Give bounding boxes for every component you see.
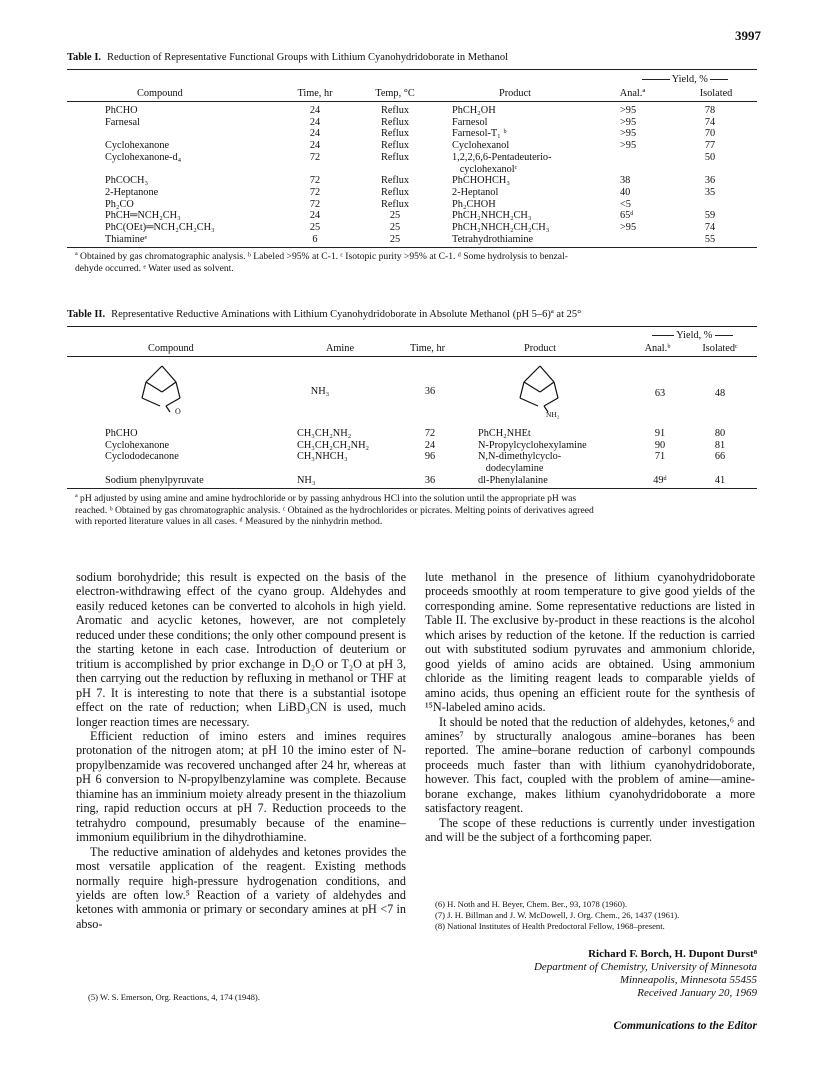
table2-cell-product: N-Propylcyclohexylamine <box>478 439 587 451</box>
table1-footnote-line: ª Obtained by gas chromatographic analysis. ᵇ Labeled >95% at C-1. ᶜ Isotopic purity >95% at C-1. ᵈ Some hydrolysis to benzal- <box>75 251 568 262</box>
table1-cell-time: 24 <box>309 105 321 116</box>
table2-cell-time: 96 <box>424 451 436 463</box>
table1-cell-product: 1,2,2,6,6-Pentadeuterio- <box>452 151 552 163</box>
table2-cell-anal: 49ᵈ <box>653 474 667 486</box>
section-footer: Communications to the Editor <box>613 1020 757 1032</box>
table1-cell-compound: PhC(OEt)═NCH₂CH₂CH₃ <box>105 222 215 233</box>
table1-bottom-rule <box>67 247 757 248</box>
table1-cell-compound: Farnesal <box>105 116 140 128</box>
table2-cell-compound: Cyclododecanone <box>105 451 179 463</box>
table1-cell-anal: <5 <box>620 198 631 210</box>
table1-cell-time: 24 <box>309 128 321 140</box>
table2-cell-anal: 91 <box>654 428 666 439</box>
table1-header-time: Time, hr <box>297 88 333 99</box>
table1-cell-anal: 38 <box>620 175 631 187</box>
table2-header-isolated: Isolatedᶜ <box>702 343 738 354</box>
body-paragraph: The reductive amination of aldehydes and ketones provides the most versatile application of the reagent. Existing methods normally require high-pressure hydrogenation conditions, and yields are often low.⁵ Reaction of a variety of aldehydes and ketones with ammonia or primary or secondary amines at pH <7 in abso- <box>76 844 406 931</box>
table1-cell-product: Farnesol-T₁ ᵇ <box>452 128 507 140</box>
table1-cell-temp: Reflux <box>380 198 410 210</box>
table1-cell-product: Tetrahydrothiamine <box>452 233 534 245</box>
table1-cell-anal: >95 <box>620 222 637 233</box>
table1-caption-text: Reduction of Representative Functional Groups with Lithium Cyanohydridoborate in Methanol <box>107 52 509 63</box>
table2-cell-amine: CH₃NHCH₃ <box>297 451 348 463</box>
table2-structure-amine: NH₃ <box>310 386 330 397</box>
table1-cell-isolated: 59 <box>704 210 716 222</box>
table2-header-time: Time, hr <box>409 343 446 354</box>
table1-cell-temp: Reflux <box>380 140 410 152</box>
reference-6: (6) H. Noth and H. Beyer, Chem. Ber., 93, 1078 (1960). <box>435 899 628 909</box>
table2-header-compound: Compound <box>148 343 194 354</box>
table1-cell-compound: PhCOCH₃ <box>105 175 149 187</box>
table2-cell-anal: 90 <box>654 439 666 451</box>
table1-cell-temp: Reflux <box>380 151 410 163</box>
table2-caption-text: Representative Reductive Aminations with Lithium Cyanohydridoborate in Absolute Methanol (pH 5–6)ª at 25° <box>111 309 582 320</box>
table2-cell-product: N,N-dimethylcyclo- <box>478 451 562 463</box>
table1-cell-temp: 25 <box>389 233 401 245</box>
table1-cell-product: cyclohexanolᶜ <box>452 163 518 175</box>
table2-structure-isolated: 48 <box>714 388 726 399</box>
amine-nh2-label: NH₂ <box>546 410 560 419</box>
table1-cell-anal: >95 <box>620 140 637 152</box>
table1-cell-compound: PhCHO <box>105 105 138 116</box>
table1-cell-compound: 2-Heptanone <box>105 186 159 198</box>
table2-cell-time: 24 <box>424 439 436 451</box>
table1-cell-time: 25 <box>309 222 321 233</box>
table1-cell-product: Ph₂CHOH <box>452 198 496 210</box>
table1-cell-product: PhCH₂NHCH₂CH₂CH₃ <box>452 222 550 233</box>
table2-top-rule <box>67 326 757 327</box>
table2-cell-anal: 71 <box>654 451 666 463</box>
table1-header-compound: Compound <box>137 88 183 99</box>
department: Department of Chemistry, University of Minnesota <box>533 961 757 973</box>
table2-structure-anal: 63 <box>654 388 666 399</box>
table1-cell-isolated: 50 <box>704 151 716 163</box>
table2-header-product: Product <box>523 343 557 354</box>
body-paragraph: The scope of these reductions is currently under investigation and will be the subject of a forthcoming paper. <box>425 815 755 845</box>
table1-label: Table I. <box>67 52 102 63</box>
reference-7: (7) J. H. Billman and J. W. McDowell, J. Org. Chem., 26, 1437 (1961). <box>435 910 680 920</box>
table2-cell-isolated: 41 <box>714 474 726 486</box>
table1-cell-anal: >95 <box>620 128 637 140</box>
table1-cell-time: 72 <box>309 151 321 163</box>
table2-cell-amine: CH₃CH₂NH₂ <box>297 428 352 439</box>
table2-cell-time: 36 <box>424 474 436 486</box>
table1-cell-temp: Reflux <box>380 128 410 140</box>
table1-cell-time: 72 <box>309 175 321 187</box>
table2-cell-amine: NH₃ <box>297 474 316 486</box>
table2-structure-time: 36 <box>424 386 436 397</box>
table1-cell-temp: 25 <box>389 210 401 222</box>
table1-cell-compound: Cyclohexanone <box>105 140 170 152</box>
right-column <box>425 570 755 845</box>
body-paragraph: sodium borohydride; this result is expected on the basis of the electron-withdrawing effect of the cyano group. Aldehydes and easily reduced ketones can be converted to alcohols in high yield. Aromatic and acyclic ketones, however, are not completely reduced under these conditions; the only other compound present is the starting ketone in each case. Introduction of deuterium or tritium is accomplished by prior exchange in D₂O or T₂O at pH 3, then carrying out the reduction by refluxing in methanol or THF at pH 7. It is interesting to note that there is a substantial isotope effect on the rate of reduction; when LiBD₃CN is used, much longer reaction times are necessary. <box>76 570 406 729</box>
references-right <box>425 899 755 932</box>
table1-cell-anal: >95 <box>620 105 637 116</box>
table1-cell-temp: 25 <box>389 222 401 233</box>
table1-footnote-line: dehyde occurred. ᵉ Water used as solvent. <box>75 262 234 274</box>
table1-cell-isolated: 55 <box>704 233 716 245</box>
table1-top-rule <box>67 69 757 70</box>
aminonorbornane-structure <box>510 362 570 420</box>
table1-footnotes <box>75 251 755 274</box>
author-signature <box>427 948 757 1000</box>
table1-cell-isolated: 70 <box>704 128 716 140</box>
reference-8: (8) National Institutes of Health Predoctoral Fellow, 1968–present. <box>435 921 665 931</box>
table1-header-product: Product <box>498 88 532 99</box>
table1-cell-isolated: 77 <box>704 140 716 152</box>
table1-cell-compound: Ph₂CO <box>105 198 134 210</box>
table1-cell-temp: Reflux <box>380 186 410 198</box>
table2-footnote-line: reached. ᵇ Obtained by gas chromatographic analysis. ᶜ Obtained as the hydrochlorides or picrates. Melting points of derivatives agreed <box>75 504 594 516</box>
table1-cell-time: 72 <box>309 198 321 210</box>
table1-cell-isolated: 78 <box>704 105 716 116</box>
table1-cell-isolated: 74 <box>704 116 716 128</box>
table2-header-rule <box>67 356 757 357</box>
table1-cell-product: PhCH₂NHCH₂CH₃ <box>452 210 532 222</box>
table1-cell-anal: 40 <box>620 186 631 198</box>
table1-cell-time: 24 <box>309 210 321 222</box>
table1-cell-anal: >95 <box>620 116 637 128</box>
table2-footnote-line: with reported literature values in all cases. ᵈ Measured by the ninhydrin method. <box>75 516 383 527</box>
reference-5: (5) W. S. Emerson, Org. Reactions, 4, 174 (1948). <box>88 992 260 1002</box>
table2-label: Table II. <box>67 309 106 320</box>
received-date: Received January 20, 1969 <box>637 987 757 999</box>
authors: Richard F. Borch, H. Dupont Durst⁸ <box>588 948 757 960</box>
table1-cell-temp: Reflux <box>380 175 410 187</box>
table2-caption <box>67 309 581 320</box>
table1-cell-temp: Reflux <box>380 105 410 116</box>
table2-cell-isolated: 81 <box>714 439 726 451</box>
table1-header-anal: Anal.ª <box>619 88 646 99</box>
page-number: 3997 <box>735 28 761 43</box>
table1-caption <box>67 52 508 63</box>
table1-cell-time: 24 <box>309 116 321 128</box>
table1-cell-product: Farnesol <box>452 116 488 128</box>
carbonyl-oxygen-label: O <box>175 407 181 416</box>
table1-yield-header: Yield, % <box>620 74 750 85</box>
norcamphor-structure <box>132 362 192 420</box>
table2-bottom-rule <box>67 488 757 489</box>
table2-cell-isolated: 80 <box>714 428 726 439</box>
table1-cell-product: PhCH₂OH <box>452 105 496 116</box>
table1-cell-compound: Thiamineᵉ <box>105 233 148 245</box>
table2-cell-isolated: 66 <box>714 451 726 463</box>
table1-header-temp: Temp, °C <box>375 88 415 99</box>
table2-cell-product: dl-Phenylalanine <box>478 474 548 486</box>
table1-cell-temp: Reflux <box>380 116 410 128</box>
body-paragraph: Efficient reduction of imino esters and imines requires protonation of the nitrogen atom; at pH 10 the imino ester of N-propylbenzamide was recovered unchanged after 24 hr, whereas at pH 6 conversion to N-propylbenzylamine was complete. Because thiamine has an imminium moiety already present in the thiazolium ring, rapid reduction occurs at pH 7. Reduction proceeds to the tetrahydro compound, presumably because of the enamine–immonium equilibrium in the dihydrothiamine. <box>76 728 406 845</box>
table1-cell-product: Cyclohexanol <box>452 140 510 152</box>
table2-cell-compound: Sodium phenylpyruvate <box>105 474 204 486</box>
table2-cell-compound: PhCHO <box>105 428 138 439</box>
table2-header-amine: Amine <box>325 343 355 354</box>
body-paragraph: lute methanol in the presence of lithium cyanohydridoborate proceeds smoothly at room temperature to give good yields of the corresponding amine. Some representative reductions are listed in Table II. The exclusive by-product in these reactions is the alcohol which arises by reduction of the ketone. If the reduction is carried out with substituted sodium pyruvates and ammonium chloride, good yields of amino acids are obtained. Using ammonium chloride as the limiting reagent leads to comparable yields of amino acids, thus opening an efficient route for the synthesis of ¹⁵N-labeled amino acids. <box>425 570 755 715</box>
table1-header-rule <box>67 101 757 102</box>
table1-cell-time: 72 <box>309 186 321 198</box>
table1-cell-product: PhCHOHCH₃ <box>452 175 510 187</box>
body-paragraph: It should be noted that the reduction of aldehydes, ketones,⁶ and amines⁷ by structurally analogous amine–boranes has been reported. The amine–borane reduction of carbonyl compounds proceeds much faster than with lithium cyanohydridoborate, however. This fact, coupled with the problem of amine—amine-borane exchange, makes lithium cyanohydridoborate a more satisfactory reagent. <box>425 714 755 816</box>
table2-cell-amine: CH₃CH₂CH₂NH₂ <box>297 439 370 451</box>
table1-cell-compound: Cyclohexanone-d₄ <box>105 151 182 163</box>
table1-cell-isolated: 35 <box>704 186 716 198</box>
table2-footnotes <box>75 493 755 528</box>
table2-cell-compound: Cyclohexanone <box>105 439 170 451</box>
table1-header-isolated: Isolated <box>699 88 733 99</box>
table1-cell-product: 2-Heptanol <box>452 186 499 198</box>
table1-cell-isolated: 36 <box>704 175 716 187</box>
table1-cell-time: 6 <box>312 233 318 245</box>
table1-cell-compound: PhCH═NCH₂CH₃ <box>105 210 181 222</box>
table1-cell-isolated: 74 <box>704 222 716 233</box>
table2-yield-header: Yield, % <box>630 330 755 341</box>
left-column <box>76 570 406 931</box>
table2-cell-time: 72 <box>424 428 436 439</box>
table1-cell-time: 24 <box>309 140 321 152</box>
table2-cell-product: dodecylamine <box>478 463 544 475</box>
table2-footnote-line: ª pH adjusted by using amine and amine hydrochloride or by passing anhydrous HCl into the solution until the appropriate pH was <box>75 493 577 504</box>
table2-header-anal: Anal.ᵇ <box>644 343 671 354</box>
city: Minneapolis, Minnesota 55455 <box>619 974 757 986</box>
table2-cell-product: PhCH₂NHEt <box>478 428 531 439</box>
table1-cell-anal: 65ᵈ <box>620 210 634 222</box>
